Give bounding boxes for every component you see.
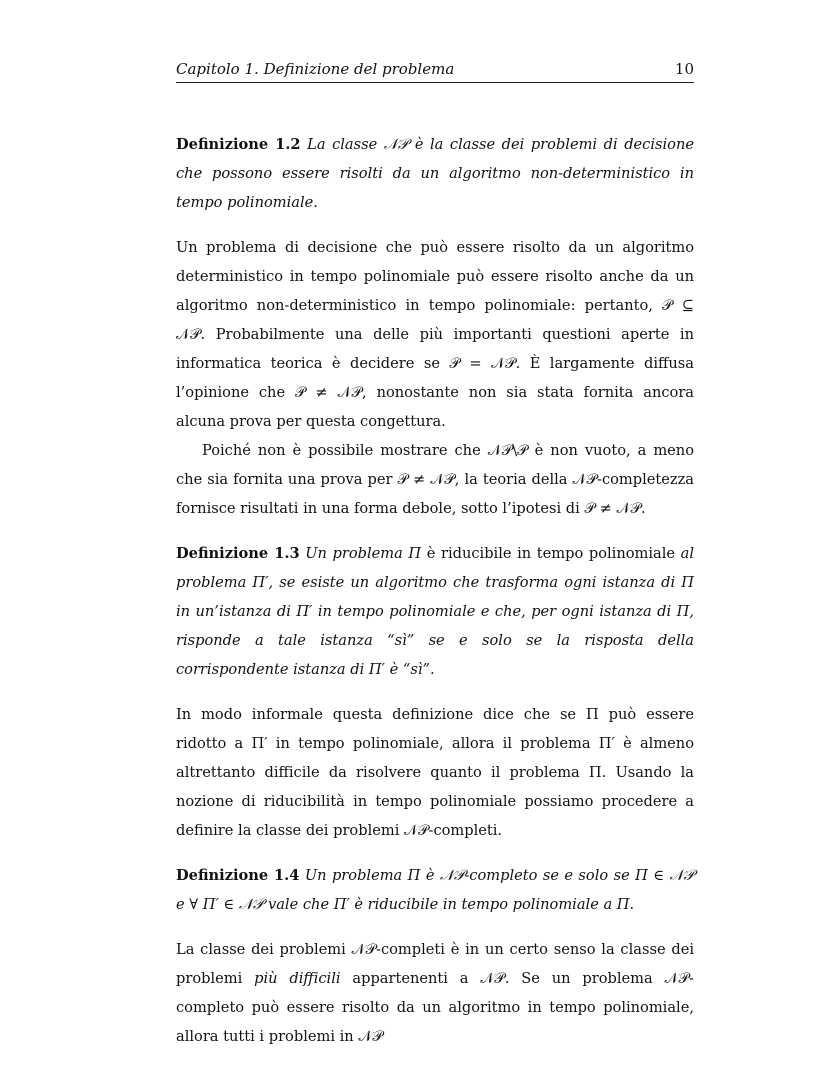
definition-label: Definizione 1.4: [176, 867, 300, 884]
definition-text: Un problema Π è 𝒩𝒫-completo se e solo se Π ∈ 𝒩𝒫 e ∀ Π′ ∈ 𝒩𝒫 vale che Π′ è riducibile in tempo polinomiale a Π.: [176, 867, 694, 913]
paragraph-1: Un problema di decisione che può essere risolto da un algoritmo deterministico in tempo polinomiale può essere risolto anche da un algoritmo non-deterministico in tempo polinomiale: pertanto, 𝒫 ⊆ 𝒩𝒫. Probabilmente una delle più importanti questioni aperte in informatica teorica è decidere se 𝒫 = 𝒩𝒫. È largamente diffusa l’opinione che 𝒫 ≠ 𝒩𝒫, nonostante non sia stata fornita ancora alcuna prova per questa congettura.: [176, 239, 694, 430]
paragraph-4-a: La classe dei problemi 𝒩𝒫-completi è in un certo senso la classe dei problemi: [176, 941, 694, 987]
paragraph-3: In modo informale questa definizione dice che se Π può essere ridotto a Π′ in tempo polinomiale, allora il problema Π′ è almeno altrettanto difficile da risolvere quanto il problema Π. Usando la nozione di riducibilità in tempo polinomiale possiamo procedere a definire la classe dei problemi 𝒩𝒫-completi.: [176, 706, 694, 839]
definition-1-4: [176, 861, 694, 919]
definition-1-2: [176, 130, 694, 217]
header-section: Definizione del problema: [263, 60, 455, 78]
page-body: [176, 130, 694, 1067]
definition-text-a: Un problema Π: [305, 545, 422, 562]
paragraph-4-b: appartenenti a 𝒩𝒫. Se un problema 𝒩𝒫-completo può essere risolto da un algoritmo in tempo polinomiale, allora tutti i problemi in 𝒩𝒫: [176, 970, 694, 1045]
definition-text-c: al problema Π′, se esiste un algoritmo che trasforma ogni istanza di Π in un’istanza di Π′ in tempo polinomiale e che, per ogni istanza di Π, risponde a tale istanza “sì” se e solo se la risposta della corrispondente istanza di Π′ è “sì”.: [176, 545, 695, 678]
page-number: 10: [674, 60, 694, 78]
definition-label: Definizione 1.3: [176, 545, 300, 562]
header-chapter: Capitolo 1.: [176, 60, 259, 78]
definition-text-b: è riducibile in tempo polinomiale: [421, 545, 681, 562]
definition-1-3: [176, 539, 694, 684]
paragraph-2: Poiché non è possibile mostrare che 𝒩𝒫\𝒫 è non vuoto, a meno che sia fornita una prova per 𝒫 ≠ 𝒩𝒫, la teoria della 𝒩𝒫-completezza fornisce risultati in una forma debole, sotto l’ipotesi di 𝒫 ≠ 𝒩𝒫.: [176, 442, 694, 517]
definition-text: La classe 𝒩𝒫 è la classe dei problemi di decisione che possono essere risolti da un algoritmo non-deterministico in tempo polinomiale.: [176, 136, 695, 211]
paragraph-4: [176, 935, 694, 1051]
running-header: [176, 60, 694, 83]
definition-label: Definizione 1.2: [176, 136, 301, 153]
paragraph-4-emphasis: più difficili: [254, 970, 341, 987]
